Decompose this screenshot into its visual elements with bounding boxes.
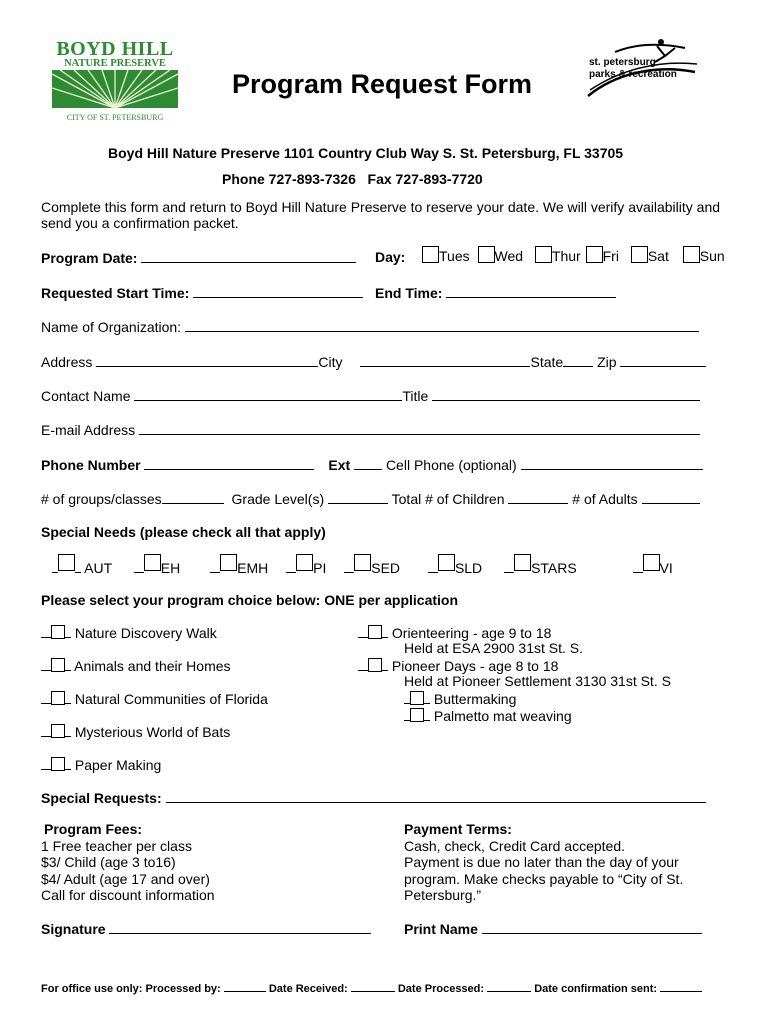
need-checkbox-emh[interactable] xyxy=(220,554,237,571)
need-option-label: EMH xyxy=(237,560,269,576)
contact-name-field[interactable] xyxy=(134,387,402,401)
cell-phone-label: Cell Phone (optional) xyxy=(385,457,517,473)
print-name-field[interactable] xyxy=(482,920,702,934)
boyd-hill-logo xyxy=(52,40,178,120)
program-option-label: Nature Discovery Walk xyxy=(74,625,217,641)
fees-line: $3/ Child (age 3 to16) xyxy=(41,854,176,870)
phone-label: Phone Number xyxy=(41,457,141,473)
adults-label: # of Adults xyxy=(572,491,638,507)
start-time-label: Requested Start Time: xyxy=(41,285,190,301)
organization-label: Name of Organization: xyxy=(41,319,182,335)
special-requests-field[interactable] xyxy=(166,789,706,803)
logo-line-1: BOYD HILL xyxy=(56,38,174,60)
program-option xyxy=(41,657,231,674)
payment-terms xyxy=(404,821,683,904)
groups-label: # of groups/classes xyxy=(41,491,162,507)
program-option xyxy=(41,624,217,641)
state-field[interactable] xyxy=(563,353,593,367)
end-time-field[interactable] xyxy=(446,284,616,298)
logo-right-line-1: st. petersburg xyxy=(589,57,656,68)
pioneer-option xyxy=(404,690,516,707)
need-option-label: SED xyxy=(371,560,401,576)
day-checkbox-sun[interactable] xyxy=(683,246,700,263)
need-checkbox-aut[interactable] xyxy=(58,554,75,571)
need-checkbox-stars[interactable] xyxy=(514,554,531,571)
address-row xyxy=(41,353,706,370)
program-checkbox-natural-communities[interactable] xyxy=(51,691,65,705)
program-option xyxy=(41,756,161,773)
date-confirmation-label: Date confirmation sent: xyxy=(534,983,658,995)
day-options xyxy=(422,246,725,264)
address-line: Boyd Hill Nature Preserve 1101 Country Club Way S. St. Petersburg, FL 33705 xyxy=(108,145,624,161)
program-checkbox-orienteering[interactable] xyxy=(368,625,382,639)
program-checkbox-animals[interactable] xyxy=(51,658,65,672)
groups-row xyxy=(41,490,700,507)
pioneer-option-label: Palmetto mat weaving xyxy=(433,708,572,724)
program-fees xyxy=(41,821,215,904)
page-title: Program Request Form xyxy=(232,69,533,99)
program-option-label: Natural Communities of Florida xyxy=(74,691,268,707)
zip-label: Zip xyxy=(597,354,617,370)
address-label: Address xyxy=(41,354,93,370)
processed-by-label: Processed by: xyxy=(145,983,221,995)
special-requests-row xyxy=(41,789,706,806)
processed-by-field[interactable] xyxy=(224,980,266,992)
pioneer-option-label: Buttermaking xyxy=(433,691,517,707)
grade-field[interactable] xyxy=(328,490,388,504)
payment-line: Payment is due no later than the day of your xyxy=(404,854,679,870)
need-checkbox-pi[interactable] xyxy=(296,554,313,571)
pioneer-option xyxy=(404,707,572,724)
date-received-field[interactable] xyxy=(351,980,395,992)
address-field[interactable] xyxy=(96,353,318,367)
program-option xyxy=(41,690,268,707)
day-option-label: Wed xyxy=(494,248,524,264)
intro-text-1: Complete this form and return to Boyd Hill Nature Preserve to reserve your date. We will verify availability and xyxy=(41,199,721,215)
date-confirmation-field[interactable] xyxy=(660,980,702,992)
start-time-row xyxy=(41,284,363,301)
start-time-field[interactable] xyxy=(193,284,363,298)
program-choice-heading: Please select your program choice below: ONE per application xyxy=(41,592,459,608)
day-checkbox-fri[interactable] xyxy=(586,246,603,263)
special-needs-options xyxy=(52,554,673,576)
pioneer-checkbox-buttermaking[interactable] xyxy=(410,691,424,705)
program-checkbox-nature-walk[interactable] xyxy=(51,625,65,639)
parks-recreation-logo xyxy=(585,34,700,102)
signature-label: Signature xyxy=(41,921,106,937)
program-checkbox-bats[interactable] xyxy=(51,724,65,738)
program-option-label: Pioneer Days - age 8 to 18 xyxy=(391,658,559,674)
email-row xyxy=(41,421,700,438)
email-field[interactable] xyxy=(139,421,700,435)
email-label: E-mail Address xyxy=(41,422,136,438)
payment-line: Cash, check, Credit Card accepted. xyxy=(404,837,625,854)
total-children-label: Total # of Children xyxy=(391,491,505,507)
need-checkbox-sed[interactable] xyxy=(354,554,371,571)
need-option-label: EH xyxy=(160,560,181,576)
day-checkbox-sat[interactable] xyxy=(631,246,648,263)
title-field[interactable] xyxy=(432,387,700,401)
logo-line-3: CITY OF ST. PETERSBURG xyxy=(66,113,164,122)
need-option-label: AUT xyxy=(84,560,112,576)
payment-line: Petersburg.” xyxy=(404,887,482,903)
need-checkbox-vi[interactable] xyxy=(643,554,660,571)
pioneer-location: Held at Pioneer Settlement 3130 31st St. S xyxy=(404,673,671,689)
zip-field[interactable] xyxy=(620,353,706,367)
signature-row xyxy=(41,920,371,937)
date-processed-field[interactable] xyxy=(487,980,531,992)
phone-field[interactable] xyxy=(144,456,314,470)
day-checkbox-thur[interactable] xyxy=(535,246,552,263)
need-checkbox-sld[interactable] xyxy=(438,554,455,571)
logo-right-line-2: parks & recreation xyxy=(589,69,677,80)
state-label: State xyxy=(530,354,564,370)
day-label: Day: xyxy=(375,249,406,265)
program-option-orienteering xyxy=(358,624,551,641)
need-checkbox-eh[interactable] xyxy=(144,554,161,571)
ext-field[interactable] xyxy=(354,456,382,470)
organization-field[interactable] xyxy=(185,318,699,332)
orienteering-location: Held at ESA 2900 31st St. S. xyxy=(404,640,583,656)
adults-field[interactable] xyxy=(642,490,700,504)
print-name-label: Print Name xyxy=(404,921,478,937)
payment-line: program. Make checks payable to “City of St. xyxy=(404,870,684,887)
day-checkbox-tues[interactable] xyxy=(422,246,439,263)
program-option-label: Orienteering - age 9 to 18 xyxy=(391,625,552,641)
program-option xyxy=(41,723,230,740)
need-option-label: PI xyxy=(313,560,327,576)
need-option-label: SLD xyxy=(454,560,483,576)
logo-line-2: NATURE PRESERVE xyxy=(64,58,166,69)
need-option-label: VI xyxy=(659,560,673,576)
program-date-row xyxy=(41,249,356,266)
program-option-label: Paper Making xyxy=(74,757,162,773)
day-option-label: Sat xyxy=(647,248,669,264)
fees-heading: Program Fees: xyxy=(44,821,143,837)
date-received-label: Date Received: xyxy=(268,983,348,995)
date-processed-label: Date Processed: xyxy=(397,983,485,995)
grade-label: Grade Level(s) xyxy=(231,491,325,507)
special-needs-heading: Special Needs (please check all that apply) xyxy=(41,524,326,540)
program-date-label: Program Date: xyxy=(41,250,138,266)
program-option-pioneer xyxy=(358,657,558,674)
contact-name-label: Contact Name xyxy=(41,388,131,404)
payment-heading: Payment Terms: xyxy=(404,821,512,837)
end-time-row xyxy=(375,284,616,301)
ext-label: Ext xyxy=(328,457,351,473)
end-time-label: End Time: xyxy=(375,285,443,301)
program-checkbox-paper-making[interactable] xyxy=(51,757,65,771)
city-field[interactable] xyxy=(360,353,530,367)
organization-row xyxy=(41,318,699,335)
pioneer-checkbox-palmetto[interactable] xyxy=(410,708,424,722)
city-label: City xyxy=(318,354,343,370)
program-checkbox-pioneer[interactable] xyxy=(368,658,382,672)
day-option-label: Sun xyxy=(699,248,725,264)
office-use-label: For office use only: xyxy=(41,983,146,995)
phone-line: Phone 727-893-7326 Fax 727-893-7720 xyxy=(222,171,483,187)
title-label: Title xyxy=(402,388,429,404)
fees-line: Call for discount information xyxy=(41,887,215,903)
program-date-field[interactable] xyxy=(141,249,356,263)
print-name-row xyxy=(404,920,702,937)
need-option-label: STARS xyxy=(531,560,577,576)
program-option-label: Animals and their Homes xyxy=(74,658,231,674)
day-checkbox-wed[interactable] xyxy=(478,246,495,263)
phone-row xyxy=(41,456,703,473)
day-option-label: Tues xyxy=(439,248,470,264)
fees-line: $4/ Adult (age 17 and over) xyxy=(41,870,210,887)
total-children-field[interactable] xyxy=(508,490,568,504)
contact-row xyxy=(41,387,700,404)
day-option-label: Thur xyxy=(551,248,581,264)
fees-line: 1 Free teacher per class xyxy=(41,837,192,854)
signature-field[interactable] xyxy=(109,920,371,934)
program-option-label: Mysterious World of Bats xyxy=(74,724,231,740)
cell-phone-field[interactable] xyxy=(521,456,703,470)
groups-field[interactable] xyxy=(162,490,224,504)
sunrise-graphic xyxy=(52,70,178,108)
special-requests-label: Special Requests: xyxy=(41,790,162,806)
intro-text-2: send you a confirmation packet. xyxy=(41,215,239,231)
day-option-label: Fri xyxy=(602,248,619,264)
office-use-row xyxy=(41,980,702,995)
